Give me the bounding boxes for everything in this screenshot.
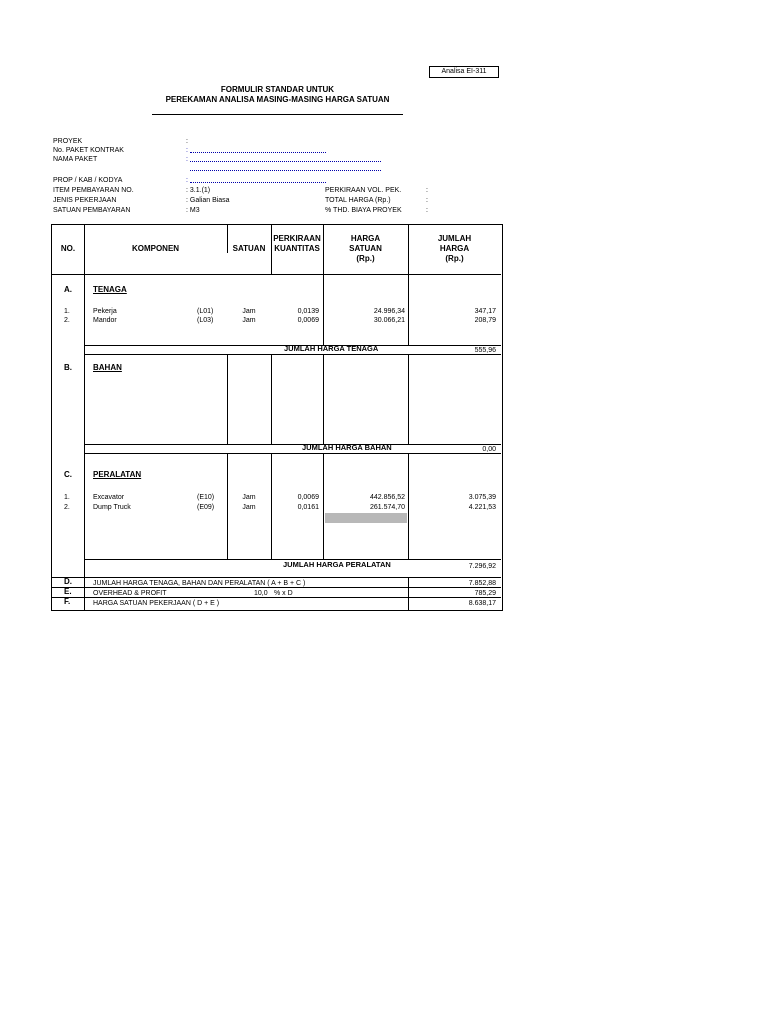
header-perkiraan-line2: KUANTITAS [274,244,320,253]
peralatan-row-1-price: 442.856,52 [369,494,405,501]
header-bottom-line [52,274,501,275]
nama-paket-value: : [186,156,188,163]
bahan-subtotal-label: JUMLAH HARGA BAHAN [302,443,392,452]
peralatan-row-2-code: (E09) [197,504,215,511]
document-code: Analisa EI-311 [429,66,499,78]
peralatan-row-2-name: Dump Truck [93,504,131,511]
col-line-kuantitas-b [323,355,324,444]
jenis-label: JENIS PEKERJAAN [53,197,117,204]
title-underline [152,114,403,115]
peralatan-row-1-no: 1. [64,494,70,501]
vol-label: PERKIRAAN VOL. PEK. [325,187,402,194]
section-a-letter: A. [64,285,72,294]
summary-d-letter: D. [64,577,72,586]
summary-col-line [84,577,85,610]
header-jumlah-line2: HARGA [439,244,470,253]
section-b-letter: B. [64,363,72,372]
col-line-satuan-b [271,355,272,444]
summary-d-text: JUMLAH HARGA TENAGA, BAHAN DAN PERALATAN ( A + B + C ) [93,580,306,587]
section-c-title: PERALATAN [93,470,142,479]
tenaga-row-1-no: 1. [64,308,70,315]
summary-e-percent: 10,0 [254,590,268,597]
col-line-harga-b [408,355,409,444]
persen-value: : [426,207,428,214]
col-line-no [84,225,85,578]
header-harga-line3: (Rp.) [356,254,375,263]
summary-f-value: 8.638,17 [468,600,496,607]
nama-paket-dotted-line-1 [190,155,381,162]
section-b-title: BAHAN [93,363,122,372]
satuan-label: SATUAN PEMBAYARAN [53,207,131,214]
tenaga-row-2-total: 208,79 [474,317,496,324]
nama-paket-dotted-line-2 [190,164,381,171]
tenaga-row-1-qty: 0,0139 [297,308,319,315]
title-line-1: FORMULIR STANDAR UNTUK [220,85,335,94]
persen-label: % THD. BIAYA PROYEK [325,207,402,214]
summary-d-value: 7.852,88 [468,580,496,587]
peralatan-row-2-qty: 0,0161 [297,504,319,511]
header-no: NO. [60,244,76,253]
peralatan-row-1-name: Excavator [93,494,125,501]
paket-kontrak-dotted-line [190,146,326,153]
tenaga-subtotal-label: JUMLAH HARGA TENAGA [284,344,379,353]
tenaga-row-2-unit: Jam [242,317,256,324]
peralatan-subtotal-value: 7.296,92 [468,563,496,570]
item-label: ITEM PEMBAYARAN NO. [53,187,134,194]
peralatan-row-1-code: (E10) [197,494,215,501]
header-komponen: KOMPONEN [131,244,180,253]
summary-f-letter: F. [64,597,71,606]
col-line-komponen-b [227,355,228,444]
section-a-title: TENAGA [93,285,127,294]
tenaga-subtotal-value: 555,96 [474,347,496,354]
analysis-table [51,224,503,611]
tenaga-row-2-price: 30.066,21 [373,317,405,324]
shaded-cell [325,513,407,523]
peralatan-row-1-total: 3.075,39 [468,494,496,501]
header-perkiraan-line1: PERKIRAAN [273,234,321,243]
header-satuan: SATUAN [232,244,266,253]
summary-e-value: 785,29 [474,590,496,597]
satuan-value: : M3 [186,207,200,214]
tenaga-row-1-total: 347,17 [474,308,496,315]
jenis-value: : Galian Biasa [186,197,230,204]
header-harga-line2: SATUAN [349,244,382,253]
tenaga-row-2-name: Mandor [93,317,117,324]
item-value: : 3.1.(1) [186,187,211,194]
peralatan-row-2-price: 261.574,70 [369,504,405,511]
tenaga-row-2-no: 2. [64,317,70,324]
proyek-label: PROYEK [53,138,83,145]
tenaga-row-2-code: (L03) [197,317,214,324]
summary-top-line [52,577,501,578]
summary-e-formula: % x D [274,590,293,597]
peralatan-row-2-no: 2. [64,504,70,511]
header-jumlah-line1: JUMLAH [437,234,472,243]
header-jumlah-line3: (Rp.) [445,254,464,263]
summary-f-text: HARGA SATUAN PEKERJAAN ( D + E ) [93,600,220,607]
paket-kontrak-label: No. PAKET KONTRAK [53,147,124,154]
bahan-subtotal-value: 0,00 [482,446,496,453]
nama-paket-label: NAMA PAKET [53,156,98,163]
summary-e-text: OVERHEAD & PROFIT [93,590,167,597]
peralatan-row-2-unit: Jam [242,504,256,511]
total-value: : [426,197,428,204]
peralatan-row-1-qty: 0,0069 [297,494,319,501]
section-c-letter: C. [64,470,72,479]
summary-e-letter: E. [64,587,72,596]
proyek-value: : [186,138,188,145]
tenaga-row-2-qty: 0,0069 [297,317,319,324]
title-line-2: PEREKAMAN ANALISA MASING-MASING HARGA SATUAN [165,95,390,104]
tenaga-row-1-code: (L01) [197,308,214,315]
tenaga-row-1-price: 24.996,34 [373,308,405,315]
tenaga-row-1-unit: Jam [242,308,256,315]
peralatan-row-1-unit: Jam [242,494,256,501]
header-harga-line1: HARGA [350,234,381,243]
prop-dotted-line [190,176,326,183]
prop-value: : [186,177,188,184]
total-label: TOTAL HARGA (Rp.) [325,197,391,204]
tenaga-row-1-name: Pekerja [93,308,117,315]
vol-value: : [426,187,428,194]
peralatan-row-2-total: 4.221,53 [468,504,496,511]
peralatan-subtotal-label: JUMLAH HARGA PERALATAN [283,560,391,569]
paket-kontrak-value: : [186,147,188,154]
prop-label: PROP / KAB / KODYA [53,177,123,184]
